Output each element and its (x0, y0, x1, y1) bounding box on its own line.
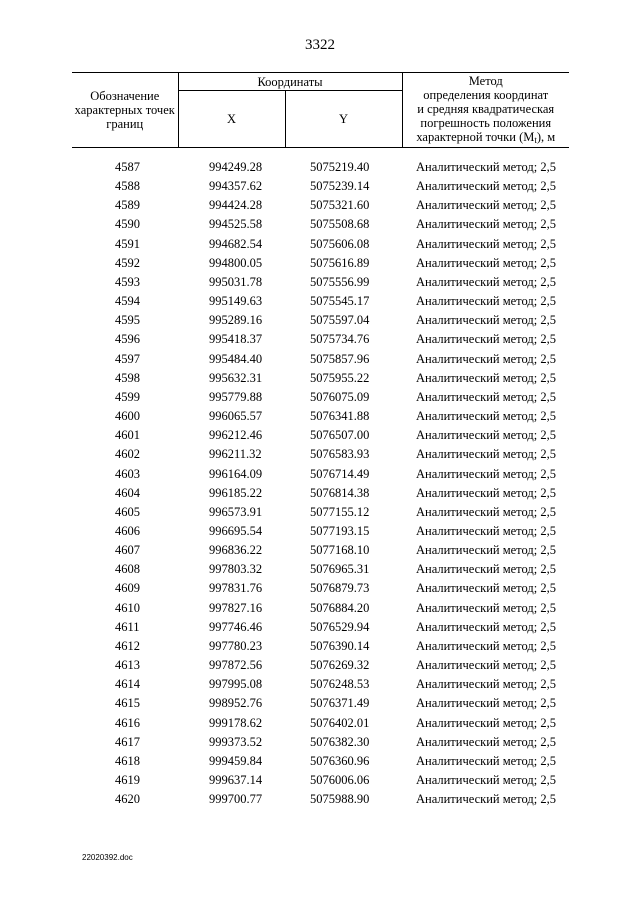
header-y: Y (285, 91, 402, 148)
table-row (72, 579, 569, 598)
cell-method: Аналитический метод; 2,5 (416, 447, 556, 462)
cell-method: Аналитический метод; 2,5 (416, 389, 556, 404)
cell-method: Аналитический метод; 2,5 (416, 160, 556, 174)
table-row (72, 177, 569, 196)
header-method (402, 73, 569, 148)
cell-y: 5076814.38 (310, 485, 370, 500)
cell-method: Аналитический метод; 2,5 (416, 294, 556, 309)
table-row (72, 254, 569, 273)
cell-x: 997827.16 (209, 600, 263, 615)
cell-y: 5075734.76 (310, 332, 370, 347)
cell-x: 996573.91 (209, 504, 263, 519)
cell-method: Аналитический метод; 2,5 (416, 581, 556, 596)
table-row (72, 426, 569, 445)
table-row (72, 292, 569, 311)
table-row (72, 484, 569, 503)
cell-point-id: 4601 (115, 428, 140, 443)
cell-point-id: 4587 (115, 160, 140, 174)
cell-point-id: 4604 (115, 485, 140, 500)
cell-x: 995484.40 (209, 351, 263, 366)
cell-point-id: 4606 (115, 523, 140, 538)
table-row (72, 503, 569, 522)
table-row (72, 148, 569, 178)
table-row (72, 369, 569, 388)
cell-x: 995289.16 (209, 313, 263, 328)
table-row (72, 790, 569, 809)
cell-x: 996164.09 (209, 466, 263, 481)
cell-method: Аналитический метод; 2,5 (416, 773, 556, 787)
cell-y: 5076879.73 (310, 581, 370, 596)
header-method-line: и средняя квадратическая (417, 102, 555, 116)
cell-y: 5076006.06 (310, 773, 370, 787)
cell-x: 995779.88 (209, 389, 263, 404)
cell-y: 5076382.30 (310, 734, 370, 749)
cell-point-id: 4609 (115, 581, 140, 596)
header-point-id: Обозначение характерных точек границ (72, 73, 178, 148)
table-row (72, 618, 569, 637)
cell-y: 5075597.04 (310, 313, 370, 328)
cell-point-id: 4595 (115, 313, 140, 328)
cell-point-id: 4613 (115, 658, 140, 673)
cell-method: Аналитический метод; 2,5 (416, 600, 556, 615)
cell-x: 997831.76 (209, 581, 263, 596)
cell-y: 5077168.10 (310, 543, 370, 558)
table-row (72, 714, 569, 733)
table-row (72, 733, 569, 752)
cell-y: 5075219.40 (310, 160, 370, 174)
table-row (72, 350, 569, 369)
cell-point-id: 4592 (115, 255, 140, 270)
table-row (72, 465, 569, 484)
cell-y: 5076269.32 (310, 658, 370, 673)
cell-point-id: 4589 (115, 198, 140, 213)
cell-method: Аналитический метод; 2,5 (416, 677, 556, 692)
cell-method: Аналитический метод; 2,5 (416, 428, 556, 443)
table-row (72, 235, 569, 254)
cell-point-id: 4594 (115, 294, 140, 309)
cell-method: Аналитический метод; 2,5 (416, 217, 556, 232)
cell-point-id: 4607 (115, 543, 140, 558)
table-row (72, 330, 569, 349)
cell-method: Аналитический метод; 2,5 (416, 274, 556, 289)
cell-method: Аналитический метод; 2,5 (416, 792, 556, 807)
cell-y: 5075321.60 (310, 198, 370, 213)
cell-method: Аналитический метод; 2,5 (416, 485, 556, 500)
cell-y: 5076248.53 (310, 677, 370, 692)
cell-point-id: 4620 (115, 792, 140, 807)
cell-method: Аналитический метод; 2,5 (416, 179, 556, 194)
cell-method: Аналитический метод; 2,5 (416, 543, 556, 558)
cell-y: 5077155.12 (310, 504, 370, 519)
cell-x: 999700.77 (209, 792, 263, 807)
table-row (72, 560, 569, 579)
header-method-line: Метод (468, 74, 503, 88)
table-row (72, 273, 569, 292)
cell-point-id: 4600 (115, 409, 140, 424)
cell-x: 997780.23 (209, 638, 263, 653)
cell-x: 994525.58 (209, 217, 263, 232)
cell-point-id: 4603 (115, 466, 140, 481)
cell-method: Аналитический метод; 2,5 (416, 198, 556, 213)
cell-point-id: 4591 (115, 236, 140, 251)
header-x: X (178, 91, 285, 148)
cell-method: Аналитический метод; 2,5 (416, 562, 556, 577)
cell-x: 995149.63 (209, 294, 263, 309)
cell-x: 995031.78 (209, 274, 263, 289)
cell-x: 994249.28 (209, 160, 263, 174)
cell-method: Аналитический метод; 2,5 (416, 313, 556, 328)
cell-method: Аналитический метод; 2,5 (416, 370, 556, 385)
cell-y: 5075606.08 (310, 236, 370, 251)
table-row (72, 656, 569, 675)
cell-y: 5075988.90 (310, 792, 370, 807)
cell-point-id: 4610 (115, 600, 140, 615)
cell-point-id: 4590 (115, 217, 140, 232)
cell-y: 5075545.17 (310, 294, 370, 309)
table-row (72, 637, 569, 656)
cell-method: Аналитический метод; 2,5 (416, 638, 556, 653)
cell-y: 5075239.14 (310, 179, 370, 194)
cell-x: 997995.08 (209, 677, 263, 692)
cell-point-id: 4616 (115, 715, 140, 730)
cell-point-id: 4588 (115, 179, 140, 194)
cell-y: 5076371.49 (310, 696, 370, 711)
cell-y: 5077193.15 (310, 523, 370, 538)
cell-y: 5076075.09 (310, 389, 370, 404)
table-row (72, 752, 569, 771)
cell-point-id: 4615 (115, 696, 140, 711)
cell-x: 997803.32 (209, 562, 263, 577)
cell-point-id: 4612 (115, 638, 140, 653)
cell-y: 5076884.20 (310, 600, 370, 615)
table-row (72, 694, 569, 713)
header-method-line (403, 130, 570, 147)
cell-y: 5076390.14 (310, 638, 370, 653)
cell-y: 5076965.31 (310, 562, 370, 577)
cell-point-id: 4605 (115, 504, 140, 519)
header-method-line: определения координат (423, 88, 549, 102)
cell-point-id: 4608 (115, 562, 140, 577)
cell-method: Аналитический метод; 2,5 (416, 696, 556, 711)
cell-method: Аналитический метод; 2,5 (416, 466, 556, 481)
cell-method: Аналитический метод; 2,5 (416, 255, 556, 270)
cell-x: 999637.14 (209, 773, 263, 787)
cell-x: 996185.22 (209, 485, 263, 500)
cell-x: 999459.84 (209, 753, 263, 768)
cell-x: 994800.05 (209, 255, 263, 270)
page-number: 3322 (305, 37, 335, 53)
cell-x: 996695.54 (209, 523, 263, 538)
cell-method: Аналитический метод; 2,5 (416, 332, 556, 347)
cell-y: 5076360.96 (310, 753, 370, 768)
header-method-line: погрешность положения (420, 116, 552, 130)
cell-y: 5076583.93 (310, 447, 370, 462)
table-body (72, 148, 569, 810)
table-row (72, 311, 569, 330)
cell-y: 5075616.89 (310, 255, 370, 270)
table-row (72, 215, 569, 234)
cell-method: Аналитический метод; 2,5 (416, 351, 556, 366)
header-method-subscript: t (534, 135, 537, 145)
cell-x: 997872.56 (209, 658, 263, 673)
cell-method: Аналитический метод; 2,5 (416, 523, 556, 538)
cell-point-id: 4593 (115, 274, 140, 289)
cell-method: Аналитический метод; 2,5 (416, 734, 556, 749)
cell-y: 5075556.99 (310, 274, 370, 289)
cell-x: 999373.52 (209, 734, 263, 749)
cell-x: 998952.76 (209, 696, 263, 711)
cell-point-id: 4599 (115, 389, 140, 404)
cell-x: 996212.46 (209, 428, 263, 443)
table-row (72, 522, 569, 541)
cell-point-id: 4619 (115, 773, 140, 787)
cell-y: 5076341.88 (310, 409, 370, 424)
cell-y: 5075857.96 (310, 351, 370, 366)
cell-method: Аналитический метод; 2,5 (416, 753, 556, 768)
cell-method: Аналитический метод; 2,5 (416, 715, 556, 730)
table-row (72, 599, 569, 618)
cell-y: 5075955.22 (310, 370, 370, 385)
cell-y: 5076402.01 (310, 715, 370, 730)
cell-x: 996065.57 (209, 409, 263, 424)
cell-x: 997746.46 (209, 619, 263, 634)
cell-y: 5076529.94 (310, 619, 370, 634)
cell-method: Аналитический метод; 2,5 (416, 409, 556, 424)
cell-point-id: 4596 (115, 332, 140, 347)
cell-x: 999178.62 (209, 715, 263, 730)
footer-filename: 22020392.doc (82, 853, 133, 862)
cell-x: 995632.31 (209, 370, 263, 385)
cell-method: Аналитический метод; 2,5 (416, 658, 556, 673)
coordinates-table (72, 72, 569, 809)
table-row (72, 388, 569, 407)
cell-method: Аналитический метод; 2,5 (416, 619, 556, 634)
cell-y: 5075508.68 (310, 217, 370, 232)
cell-x: 995418.37 (209, 332, 263, 347)
cell-x: 994682.54 (209, 236, 263, 251)
header-method-text: ), м (536, 130, 556, 144)
header-coordinates: Координаты (178, 73, 402, 91)
table-row (72, 675, 569, 694)
cell-y: 5076714.49 (310, 466, 370, 481)
cell-point-id: 4614 (115, 677, 140, 692)
table-row (72, 771, 569, 790)
cell-x: 996836.22 (209, 543, 263, 558)
cell-point-id: 4598 (115, 370, 140, 385)
cell-method: Аналитический метод; 2,5 (416, 504, 556, 519)
table-row (72, 541, 569, 560)
header-method-text: характерной точки (M (416, 130, 535, 144)
table-row (72, 196, 569, 215)
cell-point-id: 4611 (115, 619, 140, 634)
cell-method: Аналитический метод; 2,5 (416, 236, 556, 251)
cell-point-id: 4597 (115, 351, 140, 366)
cell-point-id: 4618 (115, 753, 140, 768)
cell-x: 994424.28 (209, 198, 263, 213)
cell-y: 5076507.00 (310, 428, 370, 443)
cell-x: 996211.32 (209, 447, 262, 462)
cell-point-id: 4602 (115, 447, 140, 462)
table-row (72, 407, 569, 426)
table-row (72, 445, 569, 464)
cell-x: 994357.62 (209, 179, 263, 194)
cell-point-id: 4617 (115, 734, 140, 749)
